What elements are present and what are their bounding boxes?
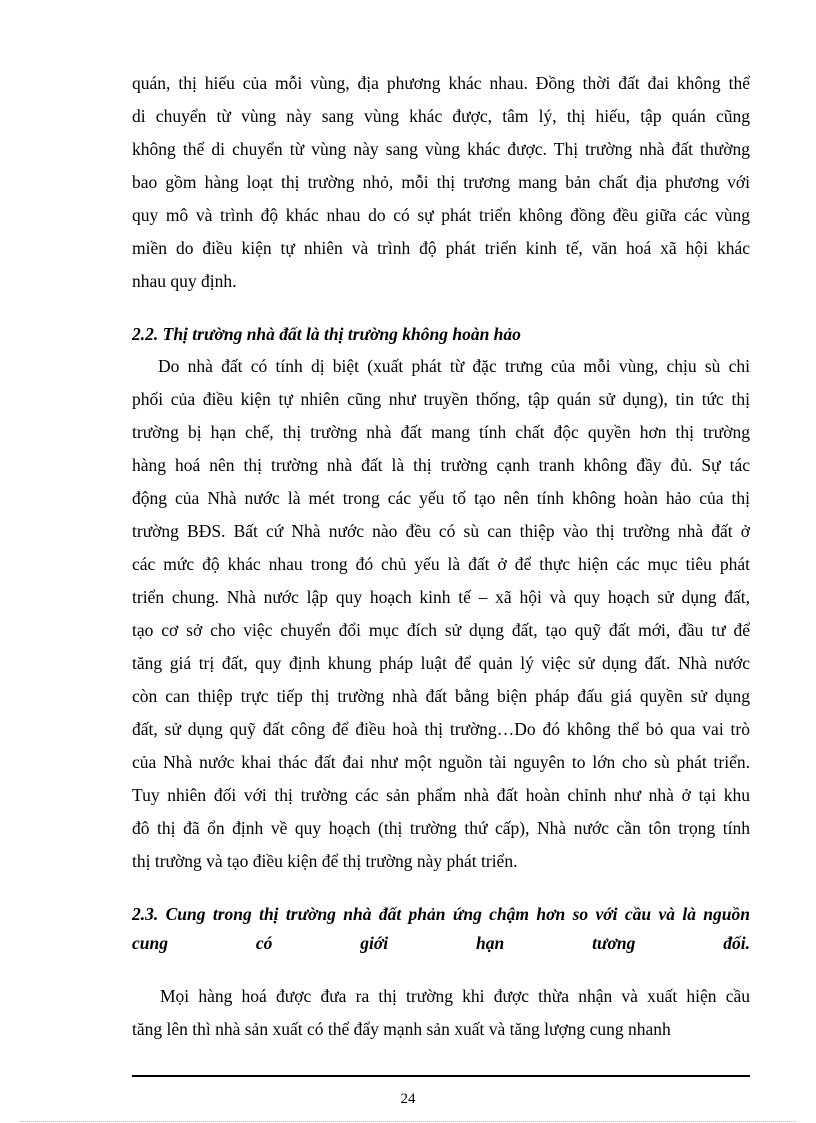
- page-break-line: [20, 1121, 796, 1122]
- body-text-line: Mọi hàng hoá được đưa ra thị trường khi được thừa nhận và xuất hiện cầu: [160, 986, 750, 1006]
- body-text-line: quy mô và trình độ khác nhau do có sự phát triển không đồng đều giữa các vùng: [132, 205, 750, 225]
- body-text-line: các mức độ khác nhau trong đó chủ yếu là đất ở để thực hiện các mục tiêu phát: [132, 554, 750, 574]
- body-text-line: trường BĐS. Bất cứ Nhà nước nào đều có sù can thiệp vào thị trường nhà đất ở: [132, 521, 750, 541]
- body-text-line: bao gồm hàng loạt thị trường nhỏ, mỗi thị trương mang bản chất địa phương với: [132, 172, 750, 192]
- page-number: 24: [400, 1091, 416, 1107]
- body-text-line: trường bị hạn chế, thị trường nhà đất mang tính chất độc quyền hơn thị trường: [132, 422, 750, 442]
- body-text-line: đô thị đã ổn định về quy hoạch (thị trường thứ cấp), Nhà nước cần tôn trọng tính: [132, 818, 750, 838]
- body-text-line: còn can thiệp trực tiếp thị trường nhà đất bằng biện pháp đấu giá quyền sử dụng: [132, 686, 750, 706]
- section-heading-2-3: 2.3. Cung trong thị trường nhà đất phản ứng chậm hơn so với cầu và là nguồn: [132, 904, 750, 924]
- body-text-line: của Nhà nước khai thác đất đai như một nguồn tài nguyên to lớn cho sù phát triển.: [132, 752, 750, 772]
- body-text-line: tạo cơ sở cho việc chuyển đổi mục đích sử dụng đất, tạo quỹ đất mới, đầu tư để: [132, 620, 750, 640]
- body-text-line: Do nhà đất có tính dị biệt (xuất phát từ đặc trưng của mỗi vùng, chịu sù chi: [158, 356, 750, 376]
- body-text-line: động của Nhà nước là mét trong các yếu tố tạo nên tính không hoàn hảo của thị: [132, 488, 750, 508]
- body-text-line: tăng giá trị đất, quy định khung pháp luật để quản lý việc sử dụng đất. Nhà nước: [132, 653, 750, 673]
- body-text-line: tăng lên thì nhà sản xuất có thể đẩy mạnh sản xuất và tăng lượng cung nhanh: [132, 1019, 671, 1039]
- section-heading-2-3-continued: cung có giới hạn tương đối.: [132, 933, 750, 953]
- body-text-line: thị trường và tạo điều kiện để thị trường này phát triển.: [132, 851, 518, 871]
- body-text-line: miền do điều kiện tự nhiên và trình độ phát triển kinh tế, văn hoá xã hội khác: [132, 238, 750, 258]
- body-text-line: quán, thị hiếu của mỗi vùng, địa phương khác nhau. Đồng thời đất đai không thể: [132, 73, 750, 93]
- body-text-line: không thể di chuyển từ vùng này sang vùng khác được. Thị trường nhà đất thường: [132, 139, 750, 159]
- section-heading-2-2: 2.2. Thị trường nhà đất là thị trường không hoàn hảo: [132, 324, 521, 344]
- body-text-line: hàng hoá nên thị trường nhà đất là thị trường cạnh tranh không đầy đủ. Sự tác: [132, 455, 750, 475]
- body-text-line: phối của điều kiện tự nhiên cũng như truyền thống, tập quán sử dụng), tin tức thị: [132, 389, 750, 409]
- body-text-line: triển chung. Nhà nước lập quy hoạch kinh tế – xã hội và quy hoạch sử dụng đất,: [132, 587, 750, 607]
- body-text-line: nhau quy định.: [132, 271, 237, 291]
- footer-divider: [132, 1075, 750, 1077]
- body-text-line: di chuyển từ vùng này sang vùng khác được, tâm lý, thị hiếu, tập quán cũng: [132, 106, 750, 126]
- body-text-line: đất, sử dụng quỹ đất công để điều hoà thị trường…Do đó không thể bỏ qua vai trò: [132, 719, 750, 739]
- body-text-line: Tuy nhiên đối với thị trường các sản phẩm nhà đất hoàn chỉnh như nhà ở tại khu: [132, 785, 750, 805]
